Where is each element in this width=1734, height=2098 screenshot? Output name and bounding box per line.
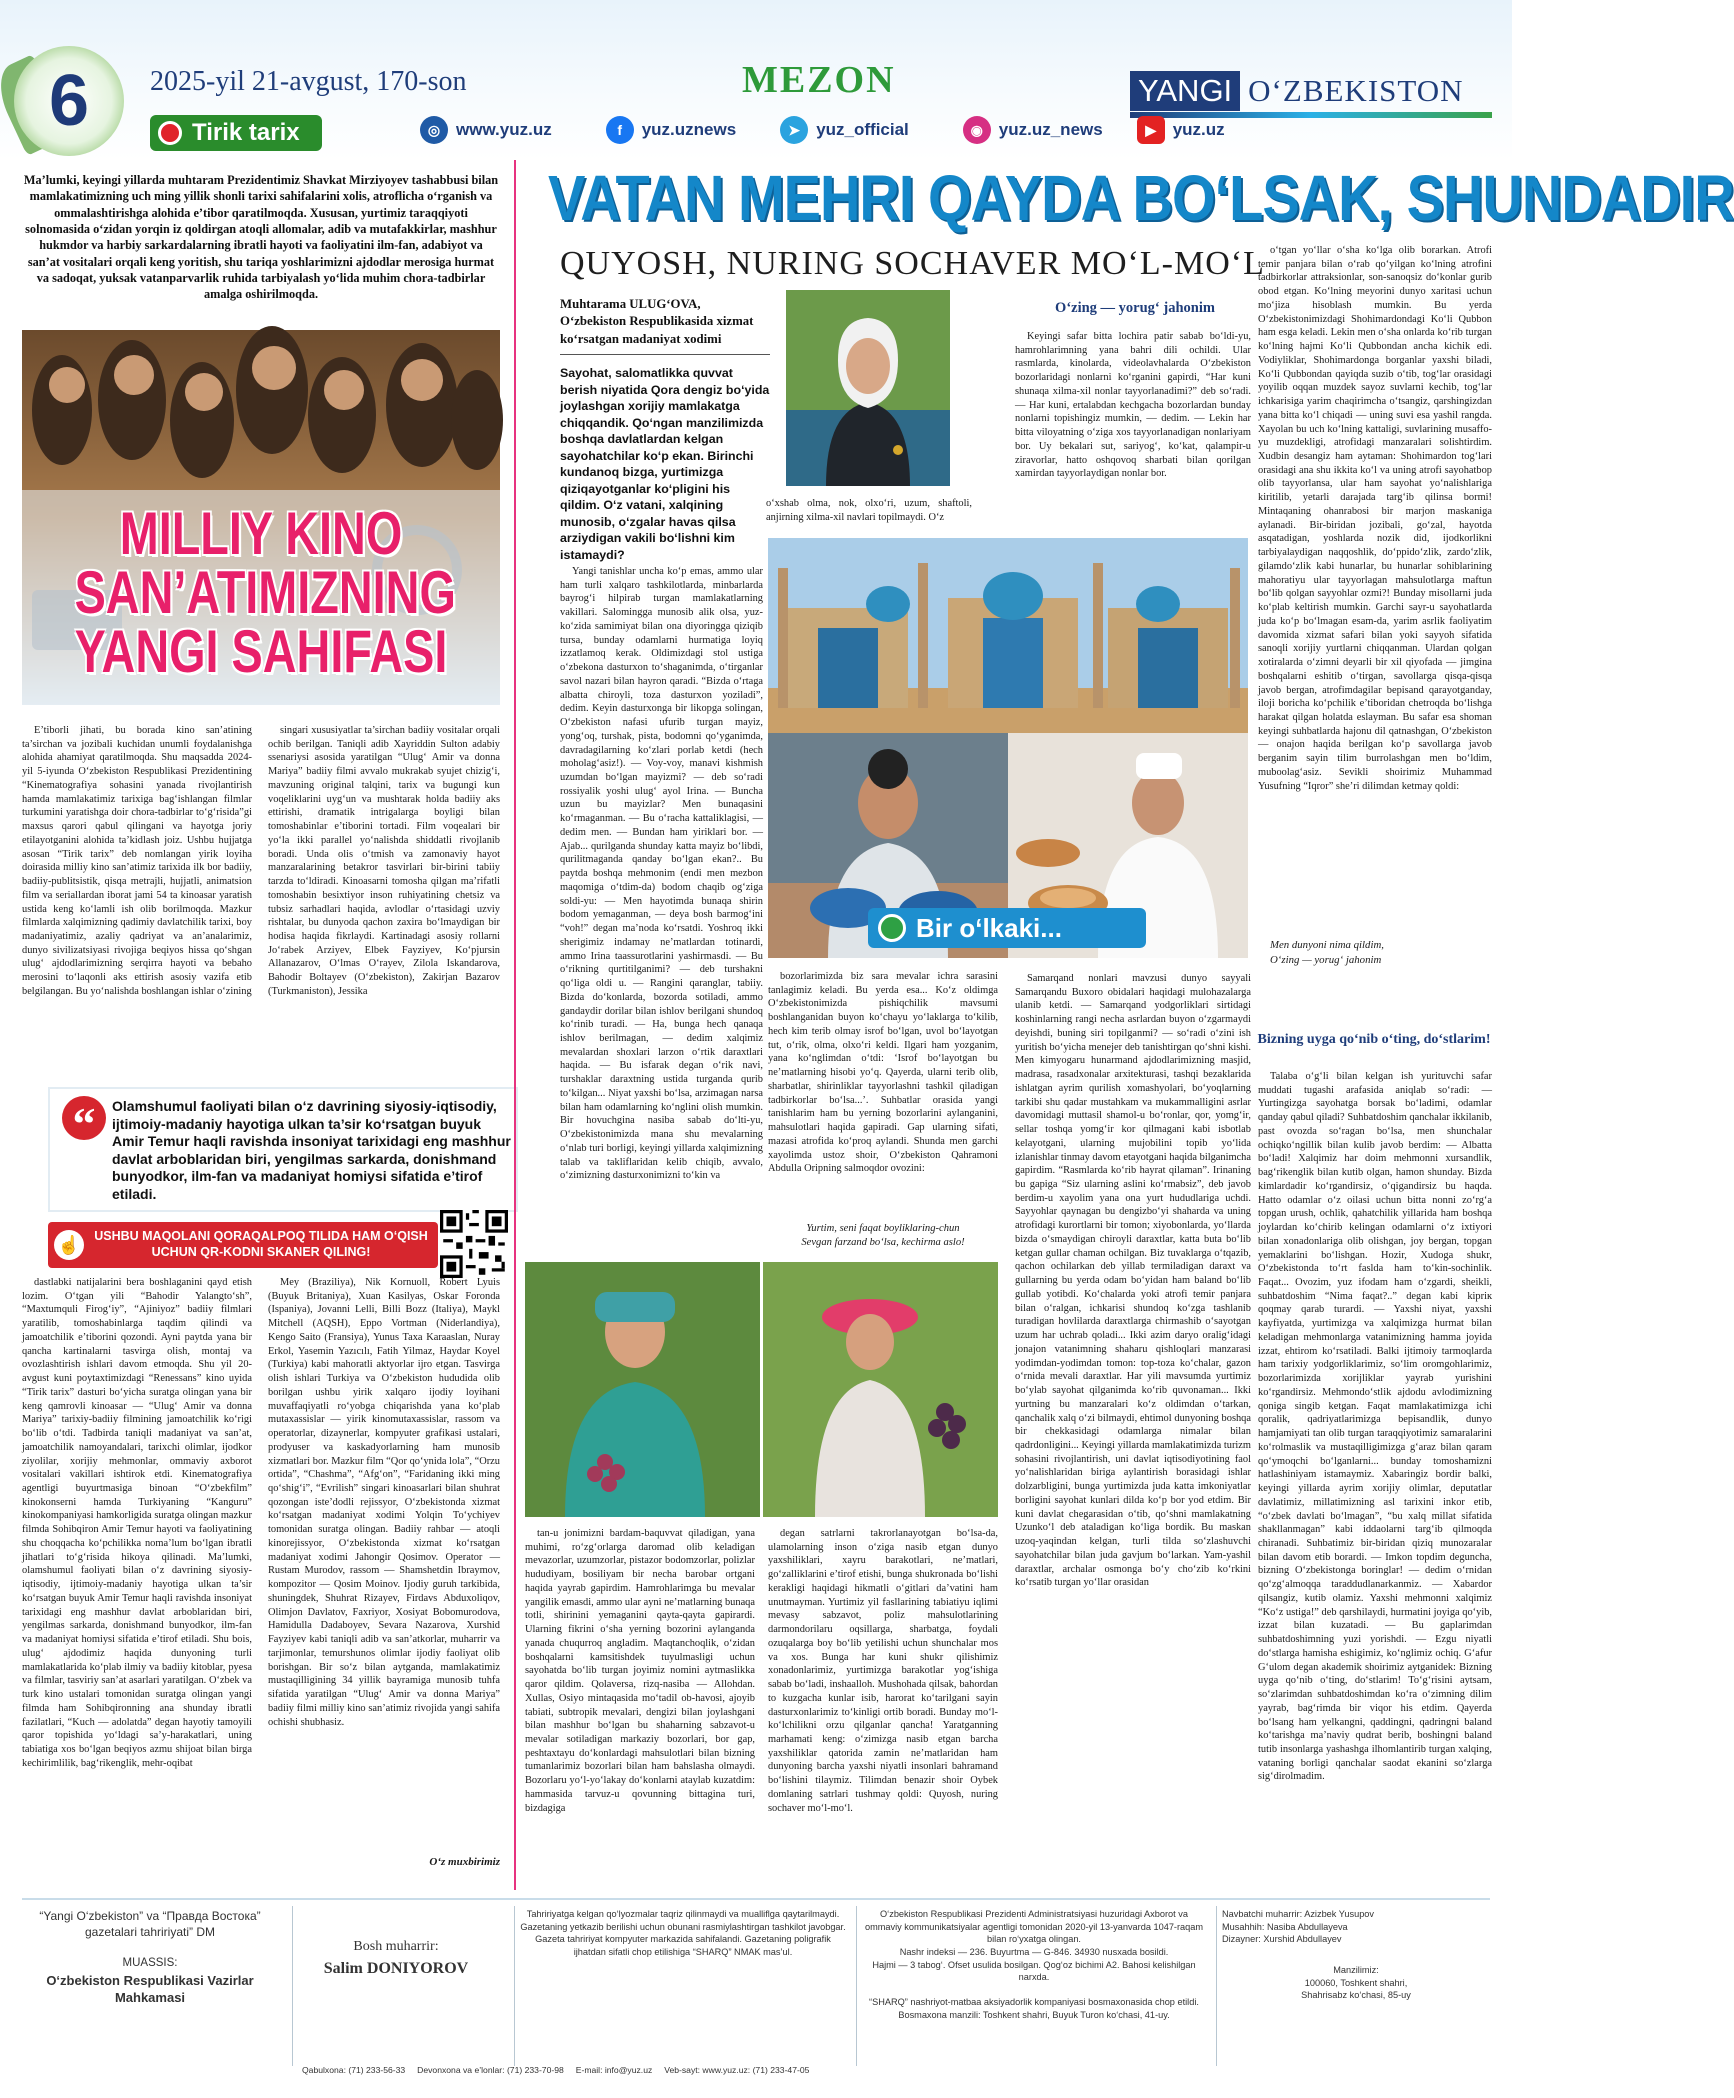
instagram-icon: ◉ — [963, 116, 991, 144]
chief-label: Bosh muharrir: — [353, 1939, 439, 1954]
registration-block: O‘zbekiston Respublikasi Prezidenti Administratsiyasi huzuridagi Axborot va ommaviy kommunikatsiyalar agentligi tomonidan 2020-yil 13-yanvarda 1047-raqam bilan ro‘yxatga olingan. Nashr indeksi — 236. Buyurtma — G-846. 34930 nusxada bosildi. Hajmi — 3 tabog‘. Ofset usulida bosilgan. Qog‘oz bichimi A2. Bahosi kelishilgan narxda. “SHARQ” nashriyot-matbaa aksiyadorlik kompaniyasi bosmaxonasida chop etildi. Bosmaxona manzili: Toshkent shahri, Buyuk Turon ko‘chasi, 41-uy. — [864, 1909, 1204, 2020]
rubric-label: Tirik tarix — [192, 119, 300, 146]
page-number: 6 — [14, 46, 124, 156]
qr-banner: USHBU MAQOLANI QORAQALPOQ TILIDA HAM O‘QISH UCHUN QR-KODNI SKANER QILING! — [48, 1222, 438, 1268]
poem-quote: Yurtim, seni faqat boyliklaring-chun Sevgan farzand bo‘lsa, kechirma aslo! — [801, 1223, 965, 1249]
rubric-badge — [150, 115, 322, 151]
divider — [560, 354, 770, 355]
article-column: Yangi tanishlar uncha ko‘p emas, ammo ular ham turli xalqaro tashkilotlarda, minbarlarda bayrog‘i hilpirab turgan mamlakatlarning vakillari. Salomingga munosib alik olsa, yuz-ko‘zida samimiyat bilan ona diyoringga qiziqib tursa, bunday odamlarni hurmatiga loyiq izzatlamoq kerak. Oldimizdagi stol ustiga o‘zbekona dasturxon to‘shaganimda, o‘tirganlar savol nazari bilan hayron qaradi. “Bizda o‘rtaga albatta chiroyli, toza dasturxon yoziladi”, dedim. Keyin dasturxonga bir likopga solingan, O‘zbekiston nafasi ufurib turgan mayiz, yong‘oq, turshak, pista, bodomni qo‘yganimda, davradagilarning ko‘zlari porlab ketdi (hech moholag‘asiz!). — Voy-voy, manavi kishmish uzumdan bo‘lgan mayizmi? — deb so‘radi rossiyalik yoshi ulug‘ ayol Irina. — Buncha uzun bu mayizlar? Men bunaqasini ko‘rmaganman. — Bu o‘racha kattaliklagisi, — dedim men. — Bundan ham yiriklari bor. — Ajab... qurilganda shunday katta mayiz bo‘libdi, qurilitmaganda qanday bo‘lgan ekan?.. Bu paytda boshqa mehmonim (endi men mezbon maqomiga o‘tdim-da) bodom chaqib og‘ziga soldi-yu: — Men hayotimda bunaqa shirin bodom yemaganman, — deya bosh barmog‘ini “voh!” degan ma’noda ko‘rsatdi. Yoshroq ikki sherigimiz indamay ne’matlardan totinardi, ammo Irina taassurotlarini yashirmasdi. — Bu o‘rikning qurtitilganimi? — deb turshakni qo‘liga oldi u. — Rangini qaranglar, tabiiy. Bizda do‘konlarda, bozorda sotiladi, ammo gandaydir dorilar bilan ishlov berilgani shundoq ko‘rinib turadi. — Ha, bunga hech qanaqa ishlov berilmagan, — dedim xalqimiz mevalardan shoxlari larzon o‘rtik daraxtlari haqida. — Bu isfarak degan o‘rik navi, turshaklar daraxtning ustida turganda qurib to‘kilgan... Niyat yaxshi bo‘lsa, arzimagan narsa bilan ham odamlarning ko‘nglini olish mumkin. Bir hovuchgina nasiba sabab do‘lti-yu, O‘zbekistonimizda mana shu mevalarning o‘nlab turi borligi, keyingi yillarda xalqimizning talab va takliflaridan kelib chiqib, avvalo, o‘zimizning dasturxonimizni to‘kin va — [560, 566, 763, 1182]
fruit-harvest-photo — [525, 1262, 998, 1517]
author-title: O‘zbekiston Respublikasida xizmat ko‘rsatgan madaniyat xodimi — [560, 314, 754, 346]
muassis-label: MUASSIS: — [122, 1957, 178, 1970]
article-column: dastlabki natijalarini bera boshlaganini qayd etish lozim. O‘tgan yili “Bahodir Yalangto‘sh”, “Maxtumquli Firog‘iy”, “Ajiniyoz” badiiy filmlari yaratilib, tomoshabinlarga taqdim qilindi va jamoatchilik e’tiborini qozondi. Ayni paytda yana bir qancha kartinalarni tasvirga olish, montaj va ovozlashtirish ishlari davom etmoqda. Shu yil 20-avgust kuni poytaxtimizdagi “Renessans” kino uyida “Tirik tarix” dasturi bo‘yicha suratga olingan yana bir keng qamrovli kinoasar — “Ulug‘ Amir va donna Mariya” tarixiy-badiiy filmining jamoatchilik ko‘rigi bo‘lib o‘tdi. Tadbirda taniqli madaniyat va san’at, jamoatchilik namoyandalari, tarixchi olimlar, ijodkor ziyolilar, xorijiy mehmonlar, ommaviy axborot vositalari vakillari ishtirok etdi. Kinematografiya agentligi buyurtmasiga binoan “O‘zbekfilm” kinokonserni hamda Turkiyaning “Kanguru” kinokompaniyasi hamkorligida suratga olingan mazkur filmda Sohibqiron Amir Temur hayoti va faoliyatining shu choqqacha ko‘pchilikka noma’lum bo‘lgan ibratli jihatlari to‘g‘risida hikoya qilinadi. Ma’lumki, olamshumul faoliyati bilan o‘z davrining siyosiy-iqtisodiy, ijtimoiy-madaniy hayotiga ulkan ta’sir ko‘rsatgan buyuk Amir Temur haqli ravishda insoniyat tarixidagi eng mashhur davlat arboblaridan biri, yengilmas sarkarda, donishmand bunyodkor, ilm-fan va madaniyat homiysi sifatida e’tirof etiladi. Shu bois, ulug‘ ajdodimiz haqida dunyoning turli mamlakatlarida ko‘plab ilmiy va badiiy kitoblar, pyesa va filmlar, tasviriy san’at asarlari yaratilgan. O‘zbek va turk kino ustalari tomonidan suratga olingan yangi filmda ham Sohibqironning ana shunday ibratli fazilatlari, “Kuch — adolatda” degan hayotiy tamoyili qaror topishida yo‘ldagi sa’y-harakatlari, uning tabiatiga xos bo‘lgan beqiyos azmu shijoat bilan birga kechirimlilik, bag‘rikenglik, mehr-oqibat — [22, 1277, 252, 1769]
pull-quote-text: Olamshumul faoliyati bilan o‘z davrining siyosiy-iqtisodiy, ijtimoiy-madaniy hayotiga ulkan ta’sir ko‘rsatgan buyuk Amir Temur haqli ravishda insoniyat tarixidagi eng mashhur davlat arboblaridan biri, yengilmas sarkarda, donishmand bunyodkor, ilm-fan va madaniyat homiysi sifatida e’tirof etiladi. — [112, 1098, 511, 1202]
article-intro: Ma’lumki, keyingi yillarda muhtaram Prezidentimiz Shavkat Mirziyoyev tashabbusi bilan mamlakatimizning uch ming yillik shonli tarixi sahifalarini xolis, atroflicha o‘rganish va ommalashtirishga alohida e’tibor qaratilmoqda. Xususan, yurtimiz taraqqiyoti solnomasida o‘zidan yorqin iz qoldirgan atoqli allomalar, adib va mutafakkirlar, mashhur hukmdor va harbiy sarkardalarning ibratli hayoti va faoliyatini ilm-fan, adabiyot va san’at vositalari orqali keng yoritish, shu tariqa yoshlarimizni ajdodlar merosiga hurmat va sadoqat, yuksak vatanparvarlik ruhida tarbiyalash yo‘lida muhim chora-tadbirlar amalga oshirilmoqda. — [23, 173, 499, 302]
logo-uzbekiston: O‘ZBEKISTON — [1248, 73, 1464, 108]
qr-code[interactable] — [440, 1210, 508, 1278]
imprint-footer — [22, 1898, 1490, 2078]
article-column: E’tiborli jihati, bu borada kino san’atining ta’sirchan va jozibali kuchidan unumli foydalanishga alohida ahamiyat qaratilmoqda. Shu maqsadda 2024-yil 5-iyunda O‘zbekiston Respublikasi Prezidentining “Kinematografiya sohasini yanada rivojlantirish hamda mamlakatimiz tarixiga bag‘ishlangan filmlar turkumini yaratishga doir chora-tadbirlar to‘g‘risida”gi maxsus qarori qabul qilingani va hayotga joriy etilayotganini alohida ta’kidlash joiz. Ushbu hujjatga asosan “Tirik tarix” deb nomlangan yirik loyiha doirasida milliy kino san’atimiz tarixida ilk bor badiiy, badiiy-publitsistik, qisqa metrajli, hujjatli, animatsion film va seriallardan iborat jami 54 ta kinoasar yaratish ustida keng ko‘lamli ish olib borilmoqda. Mazkur filmlarda xalqimizning qadimiy davlatchilik tarixi, boy madaniyatimiz, azaliy qadriyat va an’analarimiz, dunyo sivilizatsiyasi rivojiga beqiyos hissa qo‘shgan ulug‘ ajdodlarimizning serqirra hayoti va bebaho merosini to‘laqonli aks ettirish asosiy vazifa etib belgilangan. Bu yo‘nalishda boshlangan ishlar o‘zining — [22, 725, 252, 997]
poster-title: MILLIY KINO SAN’ATIMIZNING YANGI SAHIFASI — [74, 500, 456, 685]
article-column: tan-u jonimizni bardam-baquvvat qiladigan, yana muhimi, ro‘zg‘orlarga daromad olib keladigan mevazorlar, uzumzorlar, pistazor bodomzorlar, polizlar hududiyam, bosiliyam bir necha barobar ortgani haqida yayrab gapirdim. Hamrohlarimga bu mevalar yangilik emasdi, ammo ular ayni ne’matlarning bunaqa totli, shirinini yemaganini qayta-qayta gapirardi. Ularning fikrini o‘sha yerning bozorini aylanganda yanada chuqurroq angladim. Maqtanchoqlik, o‘zidan boshqalarni kamsitishdek tuyulmasligi uchun sayohatda bo‘lib turgan joyimiz nomini aytmaslikka qaror qildim. Qolaversa, rizq-nasiba — Allohdan. Xullas, Osiyo mintaqasida mo‘tadil ob-havosi, ajoyib tabiati, subtropik mevalari, dengizi bilan joylashgani bilan mashhur bo‘lgan bu shaharning sabzavot-u mevalar sotiladigan markaziy bozorlari, bor gap, peshtaxtayu do‘konlardagi mahsulotlari bilan bizning tumanlarimiz bozorlari bilan ham bahslasha olmaydi. Bozorlaru yo‘l-yo‘lakay do‘konlarni ataylab kuzatdim: hammasida tarvuz-u qovunning bittagina turi, bizdagiga — [525, 1528, 755, 1814]
newspaper-logo[interactable] — [1130, 70, 1464, 112]
article-column: Talaba o‘g‘li bilan kelgan ish yurituvchi safar muddati tugashi arafasida aniqlab so‘radi: — Yurtingizga sayohatga borsak bo‘ladimi, odamlar qanday qabul qiladi? Suhbatdoshim qanchalar ikkilanib, past ovozda so‘ragan bo‘lsa, men shunchalar ochiqko‘ngillik bilan kulib javob berdim: — Albatta bo‘ladi! Xalqimiz har doim mehmonni xursandlik, bag‘rikenglik bilan kutib olgan, hamon shunday. Bizda kimlardadir ko‘rgandirsiz, o‘qigandirsiz bu haqda. Hatto odamlar o‘z oilasi uchun bitta nonni zo‘rg‘a topgan urush, ochlik, qahatchilik yillarida ham boshqa joylardan ko‘chirib kelingan odamlarni o‘z ixtiyori bilan xonadonlariga olib olishgan, joy bergan, topgan yemaklarini bo‘lishgan. Hozir, Xudoga shukr, O‘zbekistonda to‘rt fasldа ham to‘kin-sochinlik. Faqat... Ovozim, yuz ifodam ham o‘zgardi, sheikli, suhbatdoshim “Nima faqat?..” degan kabi kipriк qoqmay qarab turardi. — Yaxshi niyat, yaxshi kayfiyatda, yurtimizga va xalqimizga hurmat bilan keladigan mehmonlarga vatanimizning hamma joyida izzat, ehtirom ko‘rsatiladi. Balki ijtimoiy tarmoqlarda ham tarixiy yodgorliklarimiz, so‘lim oromgohlarimiz, bozorlarimizda xorijliklar yayrab yurishini ko‘rgandirsiz. Mehmondo‘stlik ajdodu avlodimizning qoniga singib ketgan. Faqat mamlakatimizga ichi qoralik, qadriyatlarimizga bepisandlik, dunyo hamjamiyati tan olib turgan taraqqiyotimiz samaralarini ko‘rolmaslik va mustaqilligimizga g‘araz bilan qaram qo‘ymoqchi bo‘lganlarni... bunday tomoshamizni hatlashiniyam istamaymiz. Xabaringiz bordir balki, keyingi yillarda ayrim xorijiy olimlar, deputatlar davlatimiz, millatimizning asl tarixini inkor etib, “o‘zbek davlati bo‘lmagan”, “bu xalq millat sifatida shakllanmagan” kabi iddaolarni targ‘ib qilmoqda chiranadi. Suhbatimiz bir-biridan qiziq munozaralar bilan davom etib borardi. — Imkon topdim deguncha, bizning O‘zbekistonga boringlar! — dedim o‘rnidan qo‘zg‘almoqqa taraddudlanarkanmiz. — Xabardor qilsangiz, kutib olamiz. Yaxshi mehmonni xalqimiz “Ko‘z ustiga!” deb qarshilaydi, hurmatini joyiga qo‘yib, izzat bilan kuzatadi. — Bu gaplarimdan suhbatdoshimning yuzi yorishdi. — Ezgu niyatli do‘stlarga hamisha eshigimiz, ko‘nglimiz ochiq. G‘afur G‘ulom degan akademik shoirimiz aytganidek: Bizning uyga qo‘nib o‘ting, do‘stlarim! To‘g‘risini aytsam, so‘zlarimdan suhbatdoshimdan ko‘ra o‘zimning dilim yayrab, bag‘rimda bir viqor his etdim. Qayerda bo‘lsang ham yelkangni, qaddingni, qadringni baland ko‘tarishga ma’naviy qudrat berib, boshingni baland tutib insonlarga yashashga ilhomlantirib turgan xalqing, vataning borligi qanchalar saodat ekanini so‘zlarga sig‘dirolmadim. — [1258, 1071, 1492, 1783]
social-website[interactable]: ◎ www.yuz.uz — [420, 116, 552, 144]
byline: O‘z muxbirimiz — [429, 1856, 500, 1868]
column-divider — [514, 160, 516, 1890]
article-column: Mey (Braziliya), Nik Kornuoll, Robert Lyuis (Buyuk Britaniya), Xuan Kasilyas, Oskar Foronda (Ispaniya), Jovanni Lelli, Billi Bozz (Italiya), Maykl Mitchell (AQSH), Eppo Vortman (Niderlandiya), Kengo Saito (Fransiya), Yunus Taxa Karaaslan, Nuray Erkol, Yasemin Yazıcılı, Fatih Yilmaz, Haydar Koyel (Turkiya) kabi mahoratli aktyorlar ijro etgan. Tasvirga olish ishlari Turkiya va O‘zbekiston hududida olib borilgan ushbu yirik xalqaro ijodiy loyihani muvaffaqiyatli ro‘yobga chiqarishda yana ko‘plab mutaxassislar — yirik kinomutaxassislar, rassom va operatorlar, dizaynerlar, kompyuter grafikasi ustalari, prodyuser va kaskadyorlarning ham munosib xizmatlari bor. Mazkur film “Qor qo‘ynida lola”, “Orzu ortida”, “Chashma”, “Afg‘on”, “Faridaning ikki ming qo‘shig‘i”, “Evrilish” singari kinoasarlari bilan shuhrat qozongan iste’dodli rejissyor, O‘zbekistonda xizmat ko‘rsatgan madaniyat xodimi Yolqin To‘ychiyev tomonidan suratga olingan. Badiiy rahbar — atoqli kinorejissyor, O‘zbekistonda xizmat ko‘rsatgan madaniyat xodimi Jahongir Qosimov. Operator — Rustam Murodov, rassom — Shamshetdin Ibraymov, kompozitor — Qosim Moinov. Ijodiy guruh tarkibida, shuningdek, Shuhrat Rizayev, Firdavs Abduxoliqov, Olimjon Davlatov, Faxriyor, Xosiyat Bobomurodova, Hamidulla Dadaboyev, Sevara Nazarova, Xurshid Fayziyev kabi taniqli adib va san’atkorlar, muharrir va tarjimonlar, temurshunos olimlar ijodiy faoliyat olib borishgan. Bir so‘z bilan aytganda, mamlakatimiz mustaqilligining 34 yillik bayramiga munosib tuhfa sifatida yaratilgan “Ulug‘ Amir va donna Mariya” badiiy filmi milliy kino san’atimiz rivojida yangi sahifa ochishi shubhasiz. — [268, 1277, 500, 1728]
article-column: Samarqand nonlari mavzusi dunyo sayyali Samarqandu Buxoro obidalari haqidagi mulohazalarga ulanib ketdi. — Samarqand yodgorliklari sirtidagi koshinlarning rangi necha asrlardan buyon o‘zgarmaydi deyishdi, buning siri topilganmi? — so‘radi o‘zini ish yuritish bo‘yicha menejer deb tanishtirgan qo‘shni kishi. Men kimyogaru hunarmand ajdodlarimizning masjid, madrasa, rasadxonalar arxitekturasi, tashqi bezaklarida ishlatgan ayrim qurilish xomashyolari, bo‘yoqlarning tarkibi shu qadar mustahkam va mukammalligini asrlar davomidagi muttasil shamol-u bo‘ronlar, qor, yomg‘ir, sellar toshqa yomg‘ir kor qilmagani kabi isbotlab kelayotgani, ularning mujobilini topib yo‘lida izlanishlar tinmay davom etayotgani haqida bilganimcha gapirdim. “Rasmlarda ko‘rib hayrat qilaman”. Irinaning bu gapiga “Siz ularning aslini ko‘rmabsiz”, deb javob berdim-u xayolim yana ona yurt hududlariga uchdi. Sayyohlar qaynagan bu dengizbo‘yi shaharda va uning atrofidagi kurortlarni bir tomon; xiyobonlarda, yo‘llarda bizda o‘smaydigan chiroyli daraxtlar, katta buta bo‘lib ketgan gullar chaman ochilgan. Biz tuvaklarga o‘tqazib, qachon ochilarkan deb yillab termiladigan daraxt va gullarning bu yerda odam bo‘yidan ham baland bo‘lib gullab yotibdi. Ko‘chalarda yoki atrofi temir panjara bilan o‘ralgan, ichkarisi shundoq ko‘zga tashlanib turadigan hovlilarda daraxtlarga chirmashib o‘sayotgan uzum har uchrab qoladi... Ikki azim daryo oralig‘idagi jonajon vatanimning shaharu qishloqlari manzarasi yodimdan-yodimdan tomon: top-toza ko‘chalar, gazon o‘rnida mevali daraxtlar. Har yili mavsumda yurtimiz bo‘ylab sayohat qilganimda ko‘rib quvonaman... Ikki yurtning bu manzaralari ko‘z oldimdan o‘tarkan, qanchalik xalq o‘zi bilmaydi, ehtimol dunyoning boshqa bir chekkasidagi odamlarga nimalar bilan qadrdonligini... Keyingi yillarda mamlakatimizda turizm sohasini rivojlantirish, uni davlat iqtisodiyotining faol yo‘nalishlaridan biriga aylantirish borasidagi ishlar dolzarbligini, bunga yurtimizda juda katta imkoniyatlar borligini sayohat kunlari dilda ko‘p bor yod etdim. Bir kuni davlat chegarasidan o‘tib, qo‘shni mamlakatning Uzunko‘l deb ataladigan ko‘liga bordik. Bu maskan uzoq-yaqindan kelgan, turli tilda so‘zlashuvchi sayohatchilar bilan juda gavjum bo‘larkan. Yam-yashil daraxtlar, archalar osmonga bo‘y cho‘zib ko‘rkini ko‘rsatib turgan yo‘llar orasidan — [1015, 973, 1251, 1589]
contacts-line: Qabulxona: (71) 233-56-33 Devonxona va e’lonlar: (71) 233-70-98 E-mail: info@yuz.uz Veb-sayt: www.yuz.uz: (71) 233-47-05 — [302, 2065, 810, 2075]
article-column: degan satrlarni takrorlanayotgan bo‘lsa-da, ulamolarning inson o‘ziga nasib etgan dunyo yaxshiliklari, xayru barakotlari, ne’matlari, go‘zalliklarini e’tirof etishi, bunga shukronada bo‘lishi kerakligi haqidagi hikmatli o‘gitlari da’vatini ham unutmayman. Yurtimiz yil fasllarining tabiatiyu iqlimi mevasy sabzavot, poliz mahsulotlarining darmondorilaru oqsillarga, sharbatga, foydali ozuqalarga boy bo‘lib yetilishi uchun shunchalar mos va xos. Bunga har kuni shukr qilishimiz xonadonlarimiz, yurtimizga barakotlar yog‘ishiga sabab bo‘ladi, inshaalloh. Mushohada qilsak, bahordan to kuzgacha kunlar isib, harorat ko‘tarilgani sayin dasturxonlarimiz to‘kinligi ortib boradi. Bunday mo‘l-ko‘lchilikni orzu qilganlar qancha! Yaratganning marhamati keng: o‘zimizga nasib etgan barcha yaxshiliklar qatorida zamin ne’matlaridan ham dunyoning barcha yaxshi niyatli insonlari bahramand bo‘lishini tilaymiz. Tilimdan benazir shoir Oybek domlaning satrlari tushmay qoldi: Quyosh, nuring sochaver mo‘l-mo‘l. — [768, 1528, 998, 1814]
staff-block: Navbatchi muharrir: Azizbek Yusupov Musahhih: Nasiba Abdullayeva Dizayner: Xurshid Abdullayev Manzilimiz: 100060, Toshkent shahri, Shahrisabz ko‘chasi, 85-uy — [1222, 1909, 1411, 2001]
region-badge: Bir o‘lkaki... — [868, 908, 1146, 948]
author-block — [560, 296, 770, 348]
article-column: o‘tgan yo‘llar o‘sha ko‘lga olib borarkan. Atrofi temir panjara bilan o‘rab qo‘yilgan ko‘lning atrofini tadbirkorlar attraksionlar, son-sanoqsiz do‘konlar gurib obod etgan. Ko‘lning meyorini dunyo xaritasi uchun mo‘jiza hisoblash mumkin. Bu yerda O‘zbekistonimizdagi Shohimardondagi Ko‘li Qubbon ham esga keladi. Lekin men o‘sha onlarda ko‘rib turgan ko‘lning hajmi Ko‘li Qubbondan ancha kichik edi. Vodiyliklar, Shohimardonga borganlar yaxshi biladi, Ko‘li Qubbondan qayiqda suzib o‘tib, tog‘lar orasidagi yoyilib oqqan muzdek sayoz suvlarni kechib, tog‘lar ichkarisiga yarim chaqirimcha o‘tsangiz, qarshingizdan yana bitta ko‘l chiqadi — uning suvi esa yashil rangda. Xayolan bu uch ko‘lning kattaligi, suvlarining musaffo-yu muzdekligi, atrofidagi manzaralari solishtirdim. Xudbin desangiz ham aytaman: Shohimardon tog‘lari orasidagi ana shu ikkita ko‘l va uning atrofi sayohatbop olib tayyorlansa, ular ham sayohat yo‘nalishlariga kiritilib, yetarli darajada targ‘ib qilinsa bormi! Mintaqaning ohanrabosi bir marjon maskaniga aylanadi. Bir-biridan jozibali, go‘zal, hayotda asqatadigan, yoshlarda nozik did, ijodkorlikni tarbiyalaydigan naqqoshlik, do‘ppido‘zlik, zardo‘zlik, gilamdo‘zlik kabi hunarlar, bu hunarlar sohiblarining mahoratiyu ular tayyorlagan mahsulotlarga maftun bo‘lib qolgan sayyohlar ozmi?! Bunday misollarni juda ko‘plab keltirish mumkin. Garchi sayr-u sayohatlarda juda ko‘p bo‘lmagan esam-da, yarim asrlik faoliyatim davomida xizmat safari bilan yoki sayyoh sifatida sanoqli xorijiy yurtlarni chiqqanman. Ulardan qolgan xotiralarda o‘zimni deyarli bir xil qiyofada — jimgina boshqalarni eshitib o‘tirgan, savollarga qisqa-qisqa javob bergan, atrofimdagilar bepisand qarayotganday, iloji boricha ko‘pchilik e’tiboridan chetroqda bo‘lishga harakat qilgan holatda eslayman. Bu safar esa shoman keyingi suhbatlarda hajonu dil qatnashgan, O‘zbekiston — onajon haqida berilgan ko‘p savollarga javob berganim sayin tilim burrolashgan men bo‘ldim, muboolag‘asiz. Sevikli shoirimiz Muhammad Yusufning “Iqror” she’ri dilimdan ketmay qoldi: — [1258, 245, 1492, 792]
social-telegram[interactable]: ➤ yuz_official — [780, 116, 909, 144]
rubric-icon — [158, 121, 182, 145]
article-column: singari xususiyatlar ta’sirchan badiiy vositalar orqali ochib berilgan. Taniqli adib Xayriddin Sulton adabiy ssenariysi asosida yaratilgan “Ulug‘ Amir va donna Mariya” badiiy filmi avvalo mukrakab syujet chizig‘i, mavzuning original talqini, tarix va bugungi kun voqeliklarini uyg‘un va mushtarak holda badiiy aks ettirishi, dramatik intrigalarga boyligi bilan tomoshabinlar e’tiborini tortadi. Film voqealari bir yo‘la ikki parallel yo‘nalishda shiddatli rivojlanib boradi. Unda olis o‘tmish va zamonaviy hayot manzaralarining betakror tasvirlari bir-birini tabiiy tarzda to‘ldiradi. Kinoasarni tomosha qilgan ma’rifatli tomoshabin besixtiyor inson ruhiyatining chetsiz va tubsiz sarhadlari haqida, avlodlar o‘rtasidagi uzviy rishtalar, bu dunyoda qachon zaxira bo‘lmaydigan bir hodisa haqida fikrlaydi. Kartinadagi asosiy rollarni Jo‘rabek Arziyev, Elbek Fayziyev, Ko‘pjursin Allanazarov, O‘lmas O‘rayev, Zilola Iskandarova, Bahodir Boltayev (O‘zbekiston), Zakirjan Bazarov (Turkmaniston), Jessika — [268, 725, 500, 997]
quote-icon: “ — [62, 1096, 106, 1140]
globe-icon: ◎ — [420, 116, 448, 144]
section-subtitle: Bizning uyga qo‘nib o‘ting, do‘stlarim! — [1257, 1032, 1491, 1047]
issue-date: 2025-yil 21-avgust, 170-son — [150, 66, 467, 97]
registan-photo — [768, 538, 1248, 733]
social-facebook[interactable]: f yuz.uznews — [606, 116, 736, 144]
body-text: o‘xshab olma, nok, olxo‘ri, uzum, shaftoli, anjirning xilma-xil navlari topilmaydi. O‘z — [766, 498, 972, 523]
pointer-icon: ☝ — [54, 1230, 84, 1260]
author-portrait — [786, 290, 950, 486]
social-links — [420, 115, 1510, 145]
chief-editor-block — [298, 1936, 494, 1981]
logo-yangi: YANGI — [1130, 71, 1240, 111]
article-headline: QUYOSH, NURING SOCHAVER MO‘L-MO‘L — [560, 245, 1265, 282]
poem: Men dunyoni nima qildim, O‘zing — yorug‘ jahonim — [1270, 939, 1384, 966]
social-instagram[interactable]: ◉ yuz.uz_news — [963, 116, 1103, 144]
telegram-icon: ➤ — [780, 116, 808, 144]
article-column: Keyingi safar bitta lochira patir sabab bo‘ldi-yu, hamrohlarimning yana bahri dili ochildi. Ular rasmlarda, kinolarda, videolavhalarda O‘zbekiston bozorlaridagi nonlarni ko‘rganini gapirdi, “Har kuni shunaqa xilma-xil nonlar tayyorlanadimi?” deb so‘radi. — Har kuni, ertalabdan kechgacha bozorlardan bunday nonlarni topishingiz mumkin, — dedim. — Lekin har bitta viloyatning o‘ziga xos tayyorlanadigan nonlariyam bor. Uy bekalari sut, sariyog‘, ko‘kat, qalampir-u ziravorlar, hatto oshqovoq sharbati bilan qorilgan xamirdan tayyorlaydigan nonlar bor. — [1015, 331, 1251, 480]
main-headline: VATAN MEHRI QAYDA BO‘LSAK, SHUNDADIR — [548, 161, 1734, 234]
social-youtube[interactable]: ▶ yuz.uz — [1137, 116, 1225, 144]
youtube-icon: ▶ — [1137, 116, 1165, 144]
article-column: bozorlarimizda biz sara mevalar ichra sarasini tanlagimiz keladi. Bu yerda esa... Ko‘z oldimga O‘zbekistonimizda pishiqchilik mavsumi boshlanganidan buyon ko‘chayu yo‘laklarga to‘kilib, hech kim terib olmay isrof bo‘lgan, uvol bo‘layotgan tut, o‘rik, olma, olxo‘ri keldi. Ilgari ham yozganim, yana ko‘nglimdan o‘tdi: ‘Isrof bo‘layotgan bu ne’matlarning hisobi yo‘q. Qayerda, ularni terib olib, sharbatlar, shirinliklar tayyorlashni tashkil qiladigan tadbirkorlar bo‘lsa...’. Suhbatlar orasida yangi tanishlarim ham bu yerning bozorlarini aylanganini, mahsulotlari haqida gapiradi. Gap ularning sifati, mazasi atrofida ko‘proq aylandi. Shunda men garchi xayolimda ustoz shoir, O‘zbekiston Qahramoni Abdulla Oripning salmoqdor ovozini: — [768, 971, 998, 1175]
section-logo: MEZON — [742, 59, 896, 101]
editorial-note: Tahririyatga kelgan qo‘lyozmalar taqriz qilinmaydi va mualliflga qaytarilmaydi. Gazetaning yetkazib berilishi uchun obunani rasmiylashtirgan tashkilot javobgar. Gazeta tahririyat kompyuter markazida sahifalandi. Gazetaning poligrafik ijhatdan sifatli chop etilishiga “SHARQ” NMAK mas’ul. — [520, 1909, 846, 1958]
facebook-icon: f — [606, 116, 634, 144]
muassis-name: O‘zbekiston Respublikasi Vazirlar Mahkamasi — [46, 1972, 254, 2006]
founder-title: “Yangi O‘zbekiston” va “Правда Востока” gazetalari tahririyati” DM — [39, 1909, 261, 1940]
chief-name: Salim DONIYOROV — [323, 1960, 469, 1977]
region-icon — [878, 914, 906, 942]
founder-block — [22, 1908, 278, 2007]
section-subtitle: O‘zing — yorug‘ jahonim — [1055, 300, 1215, 316]
article-lead: Sayohat, salomatlikka quvvat berish niyatida Qora dengiz bo‘yida joylashgan xorijiy mamlakatga chiqqandik. Qo‘ngan manzilimizda boshqa davlatlardan kelgan sayohatchilar ko‘p ekan. Birinchi kundanoq bizga, yurtimizga qiziqayotganlar ko‘pligini his qildim. O‘z vatani, xalqining munosib, o‘zgalar havas qilsa arziydigan vakili bo‘lishni kim istamaydi? — [560, 366, 770, 562]
author-name: Muhtarama ULUG‘OVA, — [560, 297, 701, 311]
